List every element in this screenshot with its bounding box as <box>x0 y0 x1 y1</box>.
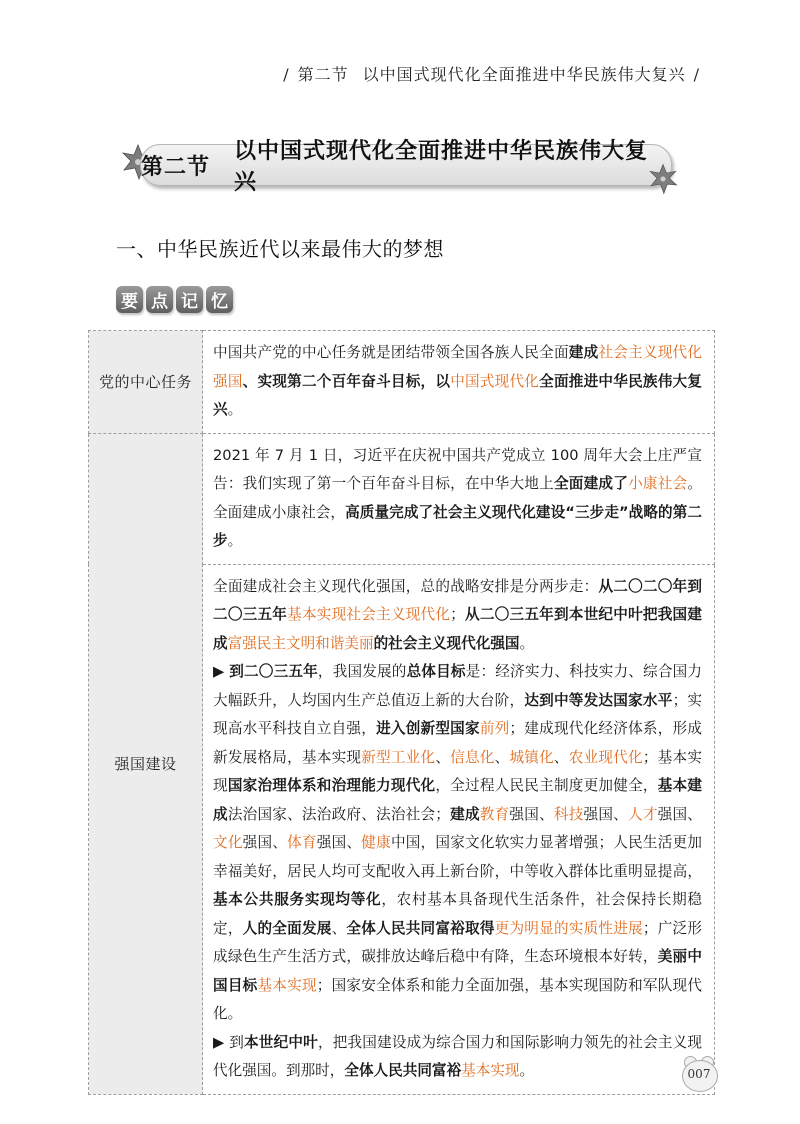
text-run: 本世纪中叶 <box>244 1033 318 1051</box>
text-run: ；实现高水平科技自立自强， <box>213 691 702 737</box>
highlight-text: 文化 <box>213 834 243 851</box>
highlight-text: 新型工业化 <box>361 748 436 766</box>
text-run: ； <box>450 606 465 623</box>
text-run: 、 <box>435 748 451 766</box>
highlight-text: 健康 <box>361 834 391 851</box>
row-label-power-building: 强国建设 <box>89 433 203 1094</box>
table-row <box>89 331 715 434</box>
highlight-text: 基本实现 <box>461 1062 520 1079</box>
text-run: 法治国家、法治政府、法治社会； <box>227 805 450 823</box>
badge-char: 忆 <box>206 286 233 313</box>
triangle-bullet-icon: ▶ <box>213 1033 225 1051</box>
cell-central-task <box>203 331 715 434</box>
text-run: 。全面建成小康社会， <box>213 475 702 521</box>
text-run: 的社会主义现代化强国 <box>373 634 520 652</box>
highlight-text: 基本实现社会主义现代化 <box>287 606 451 623</box>
text-run: 、 <box>272 834 288 851</box>
highlight-text: 富强民主文明和谐美丽 <box>227 634 374 652</box>
highlight-text: 信息化 <box>450 748 495 766</box>
text-run: 从二〇二〇年到二〇三五年 <box>213 577 702 623</box>
banner-section-title: 以中国式现代化全面推进中华民族伟大复兴 <box>234 139 649 195</box>
header-slash-left: / <box>283 65 290 84</box>
text-run: ；基本实现 <box>213 748 702 794</box>
table-row <box>89 433 715 564</box>
badge-char: 要 <box>116 286 143 313</box>
header-section-number: 第二节 <box>297 65 349 84</box>
key-points-badge <box>116 286 233 313</box>
cell-xiaokang <box>203 433 715 564</box>
highlight-text: 基本实现 <box>257 976 317 994</box>
section-title-banner <box>140 139 672 195</box>
banner-section-number: 第二节 <box>141 154 211 180</box>
key-points-table <box>88 330 715 1095</box>
text-run: 基本公共服务实现均等化 <box>213 891 382 908</box>
page-number <box>682 1056 716 1090</box>
cell-strategy <box>203 564 715 1094</box>
text-run: 、 <box>539 805 554 823</box>
text-run: 从二〇三五年到本世纪中叶把我国建成 <box>213 606 702 652</box>
text-run: 。 <box>519 1062 535 1079</box>
text-run: ；建成现代化经济体系，形成新发展格局，基本实现 <box>213 720 702 766</box>
text-run: 全面推进中华民族伟大复兴 <box>213 372 702 418</box>
highlight-text: 小康社会 <box>628 475 688 492</box>
text-run: 、 <box>553 748 569 766</box>
text-run: 、 <box>613 805 628 823</box>
triangle-bullet-icon: ▶ <box>213 663 225 680</box>
text-run: 高质量完成了社会主义现代化建设“三步走”战略的第二步 <box>213 503 702 549</box>
text-run: 是：经济实力、科技实力、综合国力大幅跃升，人均国内生产总值迈上新的大台阶， <box>213 663 702 709</box>
page-number-text: 007 <box>687 1067 711 1081</box>
text-run: 国家治理体系和治理能力现代化 <box>227 777 436 794</box>
text-run: 中国共产党的中心任务就是团结带领全国各族人民全面 <box>213 344 569 361</box>
paragraph-two-steps <box>213 573 702 659</box>
badge-char: 点 <box>146 286 173 313</box>
highlight-text: 科技 <box>553 805 584 823</box>
text-run: 强国 <box>509 805 540 823</box>
text-run: 总体目标 <box>406 663 466 680</box>
text-run: 、 <box>346 834 362 851</box>
text-run: 全面建成社会主义现代化强国，总的战略安排是分两步走： <box>213 577 599 595</box>
text-run: 全体人民共同富裕 <box>344 1062 462 1079</box>
text-run: 、 <box>331 919 347 937</box>
text-run: ，把我国建设成为综合国力和国际影响力领先的社会主义现代化强国。到那时， <box>213 1033 702 1079</box>
paragraph-2035-goals <box>213 658 702 1029</box>
leaf-ornament-right-icon <box>646 162 680 196</box>
text-run: 强国 <box>316 834 347 851</box>
text-run: 。 <box>227 532 243 549</box>
text-run: 强国 <box>242 834 273 851</box>
text-run: 美丽中国目标 <box>213 948 702 994</box>
text-run: 建成 <box>568 344 599 361</box>
highlight-text: 更为明显的实质性进展 <box>494 919 643 937</box>
text-run: 。 <box>519 634 535 652</box>
text-run: 基本建成 <box>213 777 702 823</box>
running-header <box>275 62 708 85</box>
text-run: 进入创新型国家 <box>376 720 480 737</box>
text-run: 强国 <box>657 805 688 823</box>
text-run: 到 <box>224 1033 245 1051</box>
text-run: 、 <box>494 748 510 766</box>
highlight-text: 人才 <box>628 805 658 823</box>
paragraph-mid-century <box>213 1029 702 1086</box>
text-run: ，农村基本具备现代生活条件，社会保持长期稳定， <box>213 891 702 937</box>
highlight-text: 社会主义现代化强国 <box>213 344 702 390</box>
sub-heading: 一、中华民族近代以来最伟大的梦想 <box>116 237 444 261</box>
highlight-text: 农业现代化 <box>568 748 643 766</box>
text-run: 人的全面发展 <box>242 919 332 937</box>
highlight-text: 教育 <box>479 805 510 823</box>
text-run: 全面建成了 <box>553 475 629 492</box>
row-label-central-task: 党的中心任务 <box>89 331 203 434</box>
badge-char: 记 <box>176 286 203 313</box>
text-run: ；广泛形成绿色生产生活方式，碳排放达峰后稳中有降，生态环境根本好转， <box>213 919 702 965</box>
text-run: 到二〇三五年 <box>229 663 318 680</box>
text-run: ，全过程人民民主制度更加健全， <box>435 777 658 794</box>
text-run: 中国 <box>390 834 421 851</box>
text-run: 建成 <box>449 805 480 823</box>
text-run: ；国家安全体系和能力全面加强，基本实现国防和军队现代化。 <box>213 976 702 1022</box>
text-run: 、实现第二个百年奋斗目标，以 <box>242 372 451 390</box>
text-run: 、 <box>687 805 702 823</box>
highlight-text: 体育 <box>287 834 317 851</box>
highlight-text: 中国式现代化 <box>450 372 540 390</box>
text-run: 全体人民共同富裕取得 <box>346 919 495 937</box>
text-run: ，国家文化软实力显著增强；人民生活更加幸福美好，居民人均可支配收入再上新台阶，中等收入群体比重明显提高， <box>213 834 702 880</box>
text-run: 达到中等发达国家水平 <box>524 691 673 709</box>
text-run: 2021 年 7 月 1 日，习近平在庆祝中国共产党成立 100 周年大会上庄严宣告：我们实现了第一个百年奋斗目标，在中华大地上 <box>213 446 702 492</box>
header-slash-right: / <box>693 65 700 84</box>
highlight-text: 城镇化 <box>509 748 554 766</box>
highlight-text: 前列 <box>479 720 510 737</box>
header-section-title: 以中国式现代化全面推进中华民族伟大复兴 <box>362 65 686 84</box>
text-run: ，我国发展的 <box>317 663 407 680</box>
text-run: 。 <box>227 401 243 418</box>
text-run: 强国 <box>583 805 614 823</box>
